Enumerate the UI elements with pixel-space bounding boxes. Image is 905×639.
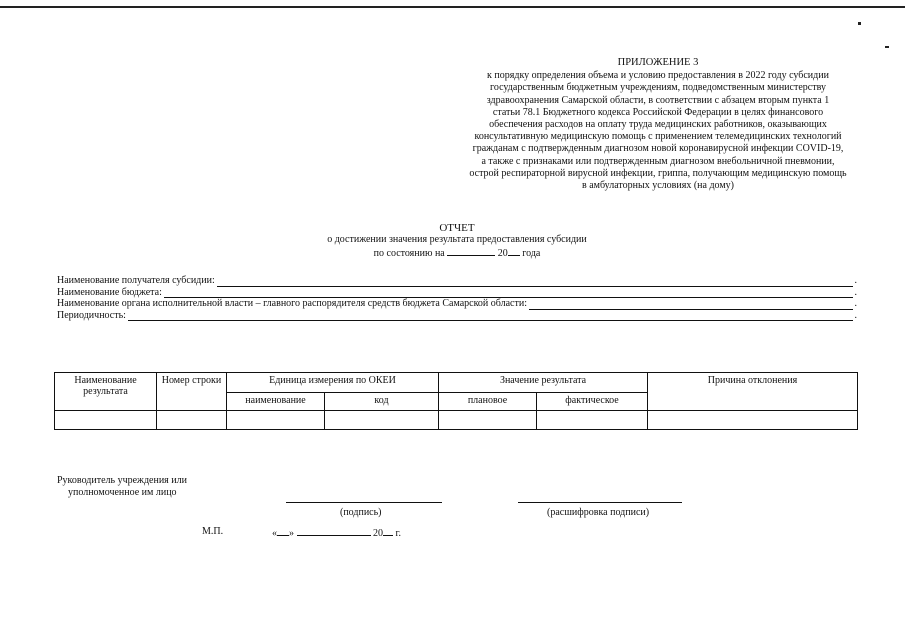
annex-title: ПРИЛОЖЕНИЕ 3 [617, 57, 699, 68]
date-close-quote: » [289, 528, 294, 539]
date-year: 20 [373, 528, 383, 539]
table-cell[interactable] [325, 411, 439, 430]
stamp-label: М.П. [202, 526, 224, 537]
table-cell[interactable] [537, 411, 648, 430]
annex-line: консультативную медицинскую помощь с применением телемедицинских технологий [474, 131, 842, 143]
col-unit-name-header: наименование [227, 393, 325, 411]
annex-line: здравоохранения Самарской области, в соответствии с абзацем вторым пункта 1 [486, 94, 830, 106]
table-row [55, 411, 858, 430]
field-label: Наименование бюджета: [57, 286, 162, 298]
report-date-suffix: года [522, 248, 541, 259]
field-input-line[interactable] [128, 311, 853, 321]
field-input-line[interactable] [217, 277, 853, 287]
signatory-line1: Руководитель учреждения или [57, 475, 187, 486]
signature-date [272, 526, 401, 540]
signature-decode-caption: (расшифровка подписи) [547, 507, 650, 518]
table-cell[interactable] [55, 411, 157, 430]
report-date-prefix: по состоянию на [373, 248, 445, 259]
report-date [300, 246, 614, 260]
field-label: Наименование органа исполнительной власти – главного распорядителя средств бюджета Самарской области: [57, 298, 527, 309]
scan-speck [858, 22, 861, 25]
table-cell[interactable] [157, 411, 227, 430]
signatory-line2: уполномоченное им лицо [68, 487, 177, 498]
table-cell[interactable] [439, 411, 537, 430]
col-value-header: Значение результата [439, 373, 648, 393]
annex-line: государственным бюджетным учреждениям, подведомственным министерству [490, 82, 826, 94]
annex-line: обеспечения расходов на оплату труда медицинских работников, оказывающих [489, 119, 827, 131]
signatory-label [57, 475, 187, 499]
field-recipient [57, 275, 857, 287]
field-label: Периодичность: [57, 309, 126, 321]
annex-line: статьи 78.1 Бюджетного кодекса Российской Федерации в целях финансового [492, 106, 824, 118]
signature-decode-line[interactable] [518, 490, 682, 503]
field-end: . [854, 275, 857, 286]
annex-line: гражданам с подтвержденным диагнозом новой коронавирусной инфекции COVID-19, [472, 143, 844, 155]
scan-top-border [0, 6, 905, 8]
annex-line: к порядку определения объема и условию предоставления в 2022 году субсидии [487, 70, 829, 82]
scan-speck [885, 46, 889, 48]
results-table [54, 372, 858, 430]
field-end: . [854, 309, 857, 321]
date-day-blank[interactable] [277, 526, 289, 536]
col-value-actual-header: фактическое [537, 393, 648, 411]
field-label: Наименование получателя субсидии: [57, 275, 215, 286]
signature-caption: (подпись) [340, 507, 382, 518]
annex-line: а также с признаками или подтвержденным диагнозом внебольничной пневмонии, [481, 155, 835, 167]
signature-line[interactable] [286, 490, 442, 503]
field-periodicity [57, 310, 857, 322]
date-year-suffix: г. [395, 528, 401, 539]
annex-line: острой респираторной вирусной инфекции, гриппа, получающим медицинскую помощь [469, 167, 847, 179]
date-year-blank[interactable] [383, 526, 393, 536]
report-title: ОТЧЕТ [439, 222, 475, 234]
annex-line: в амбулаторных условиях (на дому) [581, 180, 734, 192]
field-authority [57, 298, 857, 310]
field-end: . [854, 298, 857, 309]
report-date-blank[interactable] [447, 246, 495, 256]
field-budget [57, 287, 857, 299]
report-date-year: 20 [497, 248, 508, 259]
col-unit-code-header: код [325, 393, 439, 411]
report-fields [57, 275, 857, 321]
table-cell[interactable] [227, 411, 325, 430]
col-result-header: Наименование результата [55, 373, 157, 411]
col-reason-header: Причина отклонения [648, 373, 858, 411]
col-value-planned-header: плановое [439, 393, 537, 411]
date-open-quote: « [272, 528, 277, 539]
report-heading [300, 222, 614, 260]
field-input-line[interactable] [164, 288, 853, 298]
date-month-blank[interactable] [297, 526, 371, 536]
annex-header [448, 57, 868, 192]
table-cell[interactable] [648, 411, 858, 430]
field-end: . [854, 286, 857, 298]
col-row-number-header: Номер строки [157, 373, 227, 411]
report-year-blank[interactable] [508, 246, 520, 256]
report-subtitle: о достижении значения результата предоставления субсидии [327, 234, 587, 245]
col-unit-header: Единица измерения по ОКЕИ [227, 373, 439, 393]
field-input-line[interactable] [529, 300, 853, 310]
